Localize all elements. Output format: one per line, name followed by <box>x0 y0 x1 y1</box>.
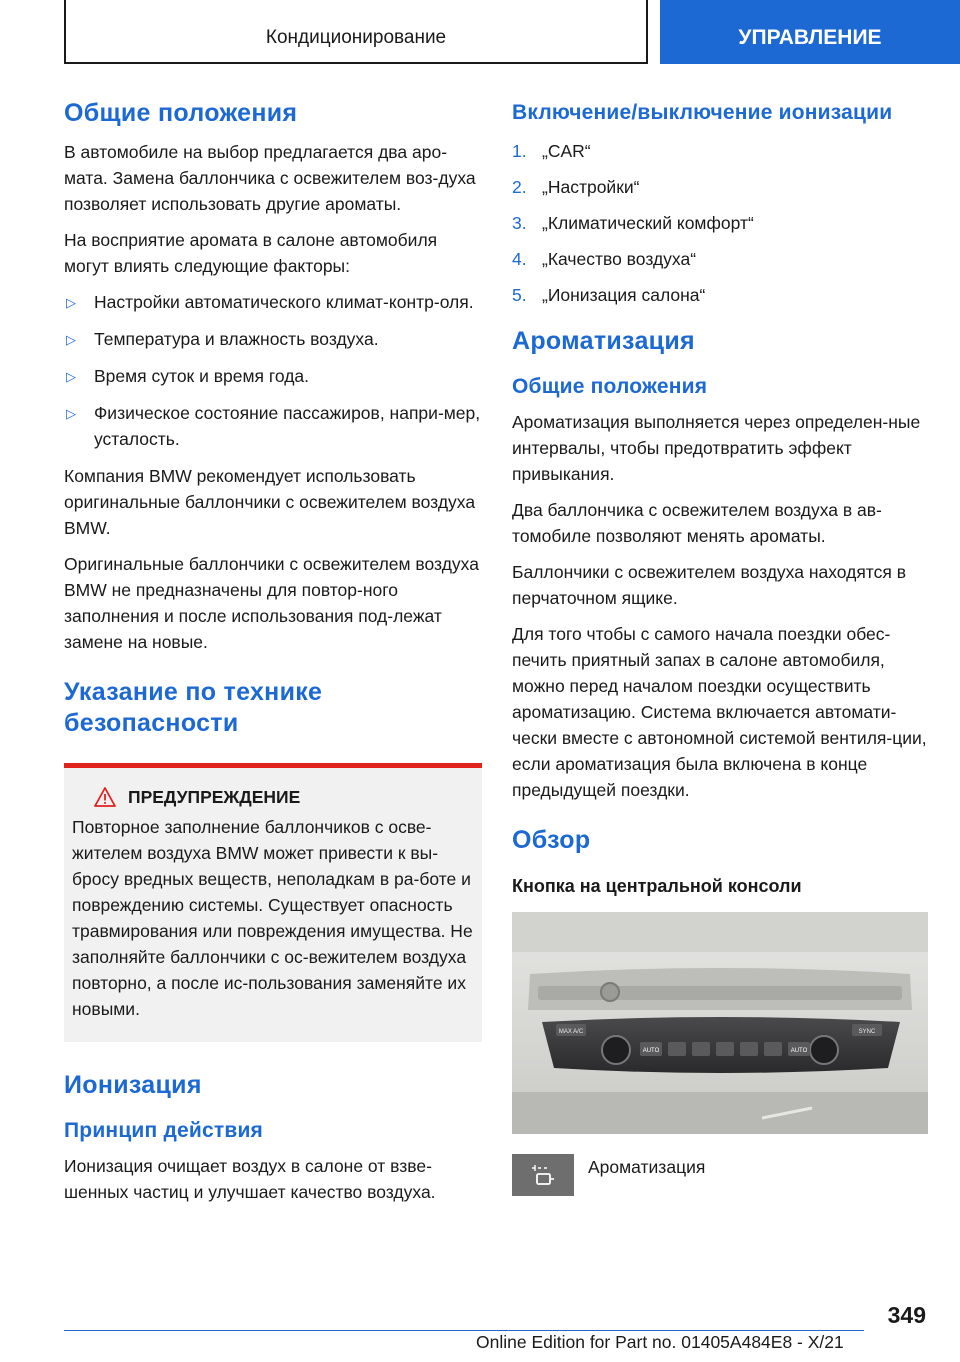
max-ac-label: MAX A/C <box>558 1029 584 1035</box>
steps-list <box>512 138 928 308</box>
climate-panel-illustration <box>512 912 928 1134</box>
step-number: 2. <box>512 177 527 197</box>
page-number: 349 <box>887 1302 926 1328</box>
aroma-paragraph-1: Ароматизация выполняется через определен-ные интервалы, чтобы предотвратить эффект привыкания. <box>512 412 921 484</box>
general-paragraph-4: Оригинальные баллончики с освежителем воздуха BMW не предназначены для повтор-ного заполнения и после использования под-лежат замене на новые. <box>64 554 479 652</box>
warning-text: Повторное заполнение баллончиков с осве-жителем воздуха BMW может привести к вы-бросу вредных веществ, неполадкам в ра-боте и повреждению системы. Существует опасность травмирования или повреждения имущества. Не заполняйте баллончики с ос-вежителем воздуха повторно, а после ис-пользования заменяйте их новыми. <box>72 817 473 1019</box>
step-text: „CAR“ <box>542 141 591 161</box>
general-paragraph-3: Компания BMW рекомендует использовать оригинальные баллончики с освежителем воздуха BMW. <box>64 466 476 538</box>
auto-left-label: AUTO <box>642 1048 660 1054</box>
list-item <box>64 326 482 352</box>
step-text: „Качество воздуха“ <box>542 249 697 269</box>
list-item-text: Физическое состояние пассажиров, напри-мер, усталость. <box>94 403 481 449</box>
step-number: 1. <box>512 141 527 161</box>
step-item <box>512 174 928 200</box>
safety-heading: Указание по технике безопасности <box>64 678 323 737</box>
legend-row <box>512 1154 928 1196</box>
auto-right-label: AUTO <box>790 1048 808 1054</box>
principle-heading: Принцип действия <box>64 1119 264 1142</box>
right-column <box>512 98 928 1196</box>
factors-list <box>64 289 482 452</box>
step-text: „Ионизация салона“ <box>542 285 706 305</box>
step-item <box>512 282 928 308</box>
footer-edition: Online Edition for Part no. 01405A484E8 - X/21 <box>476 1332 844 1352</box>
button-heading: Кнопка на центральной консоли <box>512 876 802 896</box>
onoff-heading: Включение/выключение ионизации <box>512 101 893 124</box>
general-heading: Общие положения <box>64 99 298 127</box>
general-paragraph-2: На восприятие аромата в салоне автомобиля могут влиять следующие факторы: <box>64 230 438 276</box>
overview-heading: Обзор <box>512 826 591 854</box>
triangle-bullet-icon: ▷ <box>66 406 76 421</box>
aroma-paragraph-3: Баллончики с освежителем воздуха находятся в перчаточном ящике. <box>512 562 907 608</box>
aroma-paragraph-4: Для того чтобы с самого начала поездки обес-печить приятный запах в салоне автомобиля, можно перед началом поездки осуществить ароматизацию. Система включается автомати-чески вместе с автономной системой вентиля-ции, если ароматизация была включена в конце предыдущей поездки. <box>512 624 927 800</box>
warning-title-text: ПРЕДУПРЕЖДЕНИЕ <box>128 787 301 807</box>
step-text: „Настройки“ <box>542 177 640 197</box>
step-item <box>512 210 928 236</box>
list-item-text: Время суток и время года. <box>94 366 309 386</box>
chapter-tab[interactable]: УПРАВЛЕНИЕ <box>660 0 960 64</box>
triangle-bullet-icon: ▷ <box>66 369 76 384</box>
step-number: 3. <box>512 213 527 233</box>
aroma-paragraph-2: Два баллончика с освежителем воздуха в ав-томобиле позволяют менять ароматы. <box>512 500 882 546</box>
aroma-general-heading: Общие положения <box>512 375 708 398</box>
list-item <box>64 363 482 389</box>
section-title: Кондиционирование <box>64 0 648 64</box>
footer-divider <box>64 1330 864 1331</box>
sync-label: SYNC <box>858 1029 876 1035</box>
aroma-button-icon <box>512 1154 574 1196</box>
step-text: „Климатический комфорт“ <box>542 213 754 233</box>
triangle-bullet-icon: ▷ <box>66 332 76 347</box>
warning-title <box>94 784 474 810</box>
step-item <box>512 138 928 164</box>
list-item-text: Температура и влажность воздуха. <box>94 329 379 349</box>
warning-triangle-icon <box>94 787 116 807</box>
left-column <box>64 98 482 1215</box>
step-number: 5. <box>512 285 527 305</box>
list-item-text: Настройки автоматического климат-контр-оля. <box>94 292 474 312</box>
warning-box <box>64 768 482 1042</box>
legend-text: Ароматизация <box>588 1157 706 1177</box>
triangle-bullet-icon: ▷ <box>66 295 76 310</box>
general-paragraph-1: В автомобиле на выбор предлагается два аро-мата. Замена баллончика с освежителем воз-духа позволяет использовать другие ароматы. <box>64 142 476 214</box>
center-console-photo <box>512 912 928 1134</box>
aroma-heading: Ароматизация <box>512 327 695 355</box>
principle-text: Ионизация очищает воздух в салоне от взве-шенных частиц и улучшает качество воздуха. <box>64 1156 436 1202</box>
ionization-heading: Ионизация <box>64 1071 202 1099</box>
list-item <box>64 400 482 452</box>
step-number: 4. <box>512 249 527 269</box>
step-item <box>512 246 928 272</box>
list-item <box>64 289 482 315</box>
